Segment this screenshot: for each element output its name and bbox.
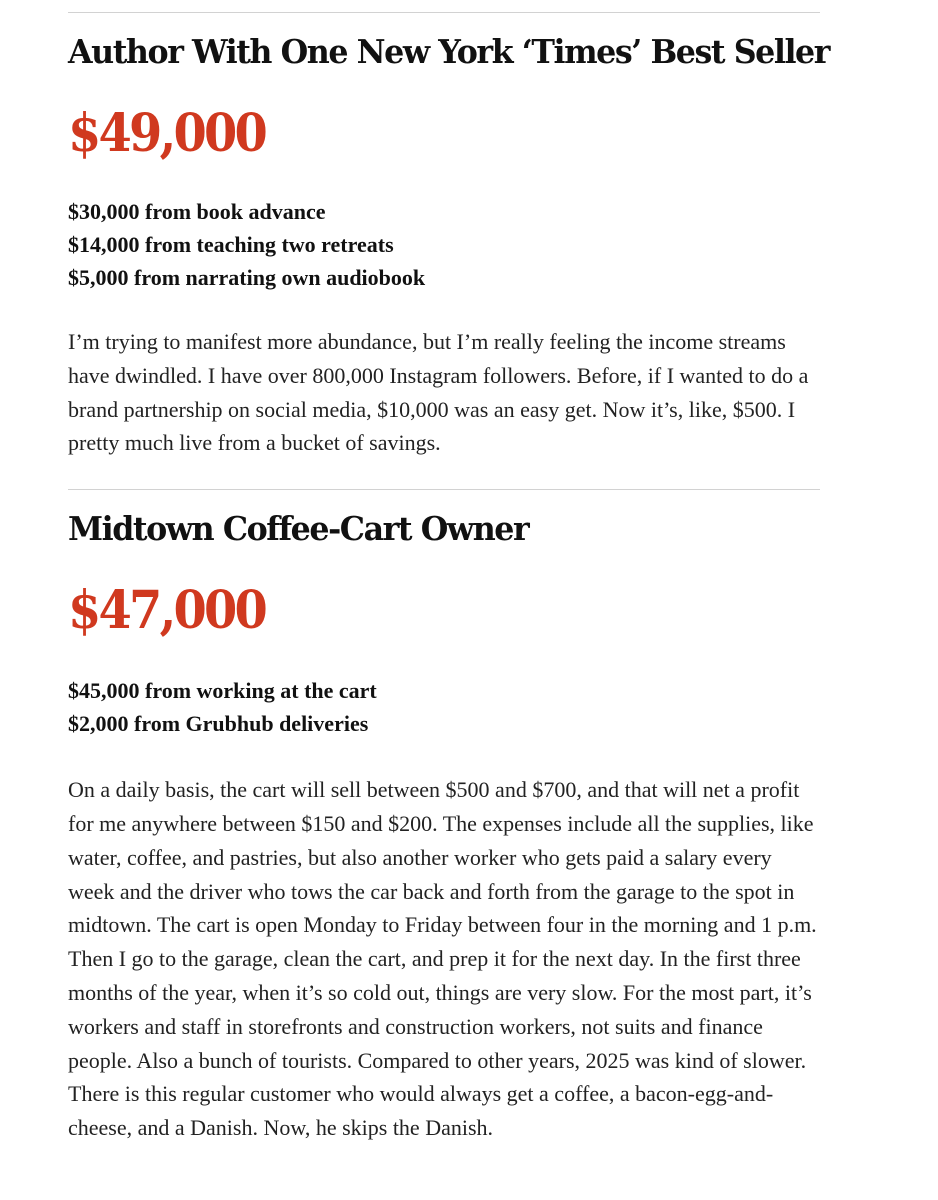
- income-entry: [68, 508, 820, 1145]
- income-source-item: $2,000 from Grubhub deliveries: [68, 711, 369, 737]
- income-sources: [68, 195, 820, 294]
- entry-amount: $49,000: [68, 103, 266, 164]
- section-divider: [68, 489, 820, 490]
- article: [68, 0, 830, 1145]
- entry-title: Author With One New York ‘Times’ Best Seller: [68, 32, 830, 71]
- income-source-item: $5,000 from narrating own audiobook: [68, 265, 426, 290]
- income-sources: [68, 674, 820, 740]
- income-source-item: $45,000 from working at the cart: [68, 678, 377, 704]
- income-entry: [68, 0, 830, 490]
- section-divider: [68, 12, 820, 13]
- income-source-item: $30,000 from book advance: [68, 199, 326, 224]
- entry-quote: On a daily basis, the cart will sell between $500 and $700, and that will net a profit for me anywhere between $150 and $200. The expenses include all the supplies, like water, coffee, and pastries, but also another worker who gets paid a salary every week and the driver who tows the car back and forth from the garage to the spot in midtown. The cart is open Monday to Friday between four in the morning and 1 p.m. Then I go to the garage, clean the cart, and prep it for the next day. In the first three months of the year, when it’s so cold out, things are very slow. For the most part, it’s workers and staff in storefronts and construction workers, not suits and finance people. Also a bunch of tourists. Compared to other years, 2025 was kind of slower. There is this regular customer who would always get a coffee, a bacon-egg-and-cheese, and a Danish. Now, he skips the Danish.: [68, 777, 817, 1141]
- income-source-item: $14,000 from teaching two retreats: [68, 232, 394, 257]
- entry-quote: I’m trying to manifest more abundance, but I’m really feeling the income streams have dwindled. I have over 800,000 Instagram followers. Before, if I wanted to do a brand partnership on social media, $10,000 was an easy get. Now it’s, like, $500. I pretty much live from a bucket of savings.: [68, 329, 809, 456]
- entry-amount: $47,000: [68, 580, 266, 642]
- entry-title: Midtown Coffee-Cart Owner: [68, 509, 529, 549]
